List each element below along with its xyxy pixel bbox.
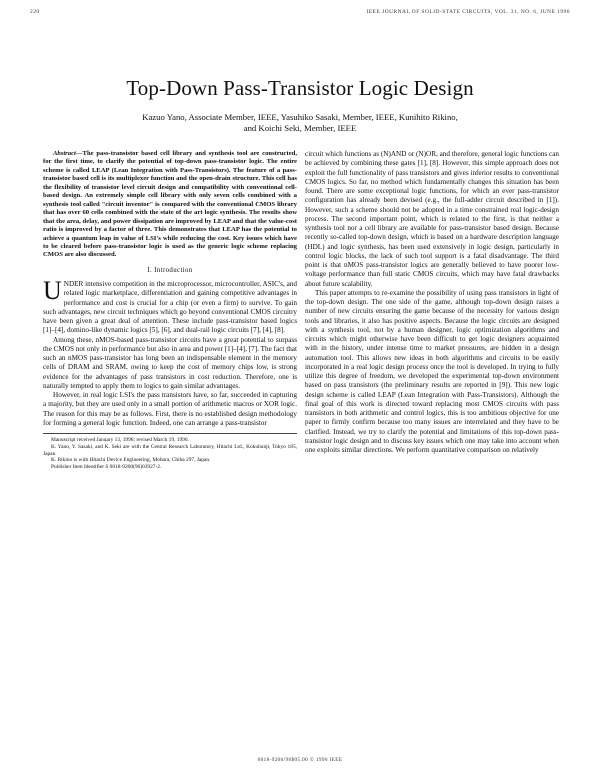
intro-paragraph-1-text: NDER intensive competition in the microprocessor, microcontroller, ASIC's, and related logic marketplace, differentiation and gaining competitive advantages in performance and cost is crucial for a chip (or even a firm) to survive. To gain such advantages, new circuit techniques which go beyond conventional CMOS circuitry have been given a great deal of attention. These include pass-transistor based logics [1]–[4], domino-like dynamic logics [5], [6], and dual-rail logic circuits [7], [4], [8]. [43,280,297,335]
footnote-affiliation-2: K. Rikino is with Hitachi Device Engineering, Mobara, Chiba 297, Japan. [51,457,211,464]
right-column [305,150,559,455]
abstract [43,150,297,260]
abstract-text: The pass-transistor based cell library and synthesis tool are constructed, for the first time, to clarify the potential of top-down pass-transistor logic. The entire scheme is called LEAP (Lean Integration with Pass-Transistors). The feature of a pass-transistor based cell is its multiplexer function and the open-drain structure. This cell has the flexibility of transistor level circuit design and compatibility with conventional cell-based design. An extremely simple cell library with only seven cells combined with a synthesis tool called "circuit inventor" is compared with the conventional CMOS library that has over 60 cells combined with the state of the art logic synthesis. The results show that the area, delay, and power dissipation are improved by LEAP and that the value-cost ratio is improved by a factor of three. This demonstrates that LEAP has the potential to achieve a quantum leap in value of LSI's while reducing the cost. Key issues which have to be cleared before pass-transistor logic is used as the generic logic scheme replacing CMOS are also discussed. [43,150,297,259]
author-line-1: Kazuo Yano, Associate Member, IEEE, Yasuhiko Sasaki, Member, IEEE, Kunihito Rikino, [142,112,458,122]
section-heading-introduction: I. Introduction [147,266,193,274]
running-header [30,9,570,19]
intro-paragraph-1 [43,276,297,336]
author-line-2: and Koichi Seki, Member, IEEE [243,122,357,133]
page-number: 220 [30,9,40,15]
drop-cap: U [43,276,62,306]
intro-paragraph-2: Among these, nMOS-based pass-transistor circuits have a great potential to surpass the CMOS not only in performance but also in area and power [1]–[4], [7]. The fact that such an nMOS pass-transistor has long been an indispensable element in the memory cells of DRAM and SRAM, owing to keep the cost of memory chips low, is strong evidence for the advantages of pass transistors in cost reduction. Therefore, one is naturally tempted to apply them to logics to gain similar advantages. [43,335,297,390]
abstract-label: Abstract— [53,150,83,157]
footnote-received: Manuscript received January 13, 1996; revised March 19, 1996. [51,437,189,444]
footnote-affiliation-1: K. Yano, Y. Sasaki, and K. Seki are with the Central Research Laboratory, Hitachi Ltd., Kokubunji, Tokyo 185, Japan. [43,443,297,457]
footnote-publisher-item: Publisher Item Identifier S 0018-9200(96)03927-2. [51,463,162,470]
left-column [43,150,297,471]
page-footer-code: 0018-9200/96$05.00 © 1996 IEEE [257,757,343,763]
intro-paragraph-3: However, in real logic LSI's the pass transistors have, so far, succeeded in capturing a majority, but they are used only in a small portion of arithmetic macros or XOR logic. The reason for this may be as follows. First, there is no established design methodology for forming a general logic function. Indeed, one can arrange a pass-transistor [43,391,297,427]
paper-title: Top-Down Pass-Transistor Logic Design [126,76,474,100]
right-paragraph-1: circuit which functions as (N)AND or (N)OR, and therefore, general logic functions can be achieved by combining these gates [1], [8]. However, this simple approach does not exploit the full functionality of pass transistors and gives inferior results to conventional CMOS logics. So far, no method which fundamentally changes this situation has been found. There are some exceptional logic functions, for which an ever pass-transistor configuration has already been devised (e.g., the full-adder circuit described in [1]). However, such a scheme should not be adopted in a time constrained real logic-design process. The second important point, which is related to the first, is that neither a synthesis tool nor a cell library are available for pass-transistor based design. Because recently so-called top-down design, which is based on a hardware description language (HDL) and logic synthesis, has been used extensively in logic design, particularly in control logic blocks, the lack of such tool support is a fatal disadvantage. The third point is that nMOS pass-transistor logics are generally believed to have poorer low-voltage performance than full static CMOS circuits, which may have fatal drawbacks about future scalability. [305,150,559,288]
journal-line: IEEE JOURNAL OF SOLID-STATE CIRCUITS, VOL. 31, NO. 6, JUNE 1996 [366,9,570,15]
right-paragraph-2: This paper attempts to re-examine the possibility of using pass transistors in light of the top-down design. The one side of the game, although top-down design raises a number of new circuits ensuring the game because of the necessity for various design tools and libraries, it also has positive aspects. Because the logic circuits are designed with a synthesis tool, not by a human designer, logic optimization algorithms and circuits which might otherwise have been difficult to get logic designers acquainted with in the history, under intense time to market pressures, are hidden in a design automation tool. This allows new ideas in both algorithms and circuits to be easily incorporated in a real logic design process once the tool is developed. In trying to fully utilize this degree of freedom, we developed the experimental top-down environment based on pass transistors (the preliminary results are reported in [9]). This new logic design scheme is called LEAP (Lean Integration with Pass-Transistors). Although the final goal of this work is directed toward replacing most CMOS circuits with pass transistors in both arithmetic and control logics, this is too ambitious objective for one paper to firmly confirm because too many issues are interrelated and they have to be clarified. Instead, we try to clarify the potential and limitations of this top-down pass-transistor logic design and to discuss key issues which one may take into account when one exploits similar directions. We perform quantitative comparison on relatively [305,288,559,454]
footnotes [43,433,297,471]
author-list [40,112,560,133]
